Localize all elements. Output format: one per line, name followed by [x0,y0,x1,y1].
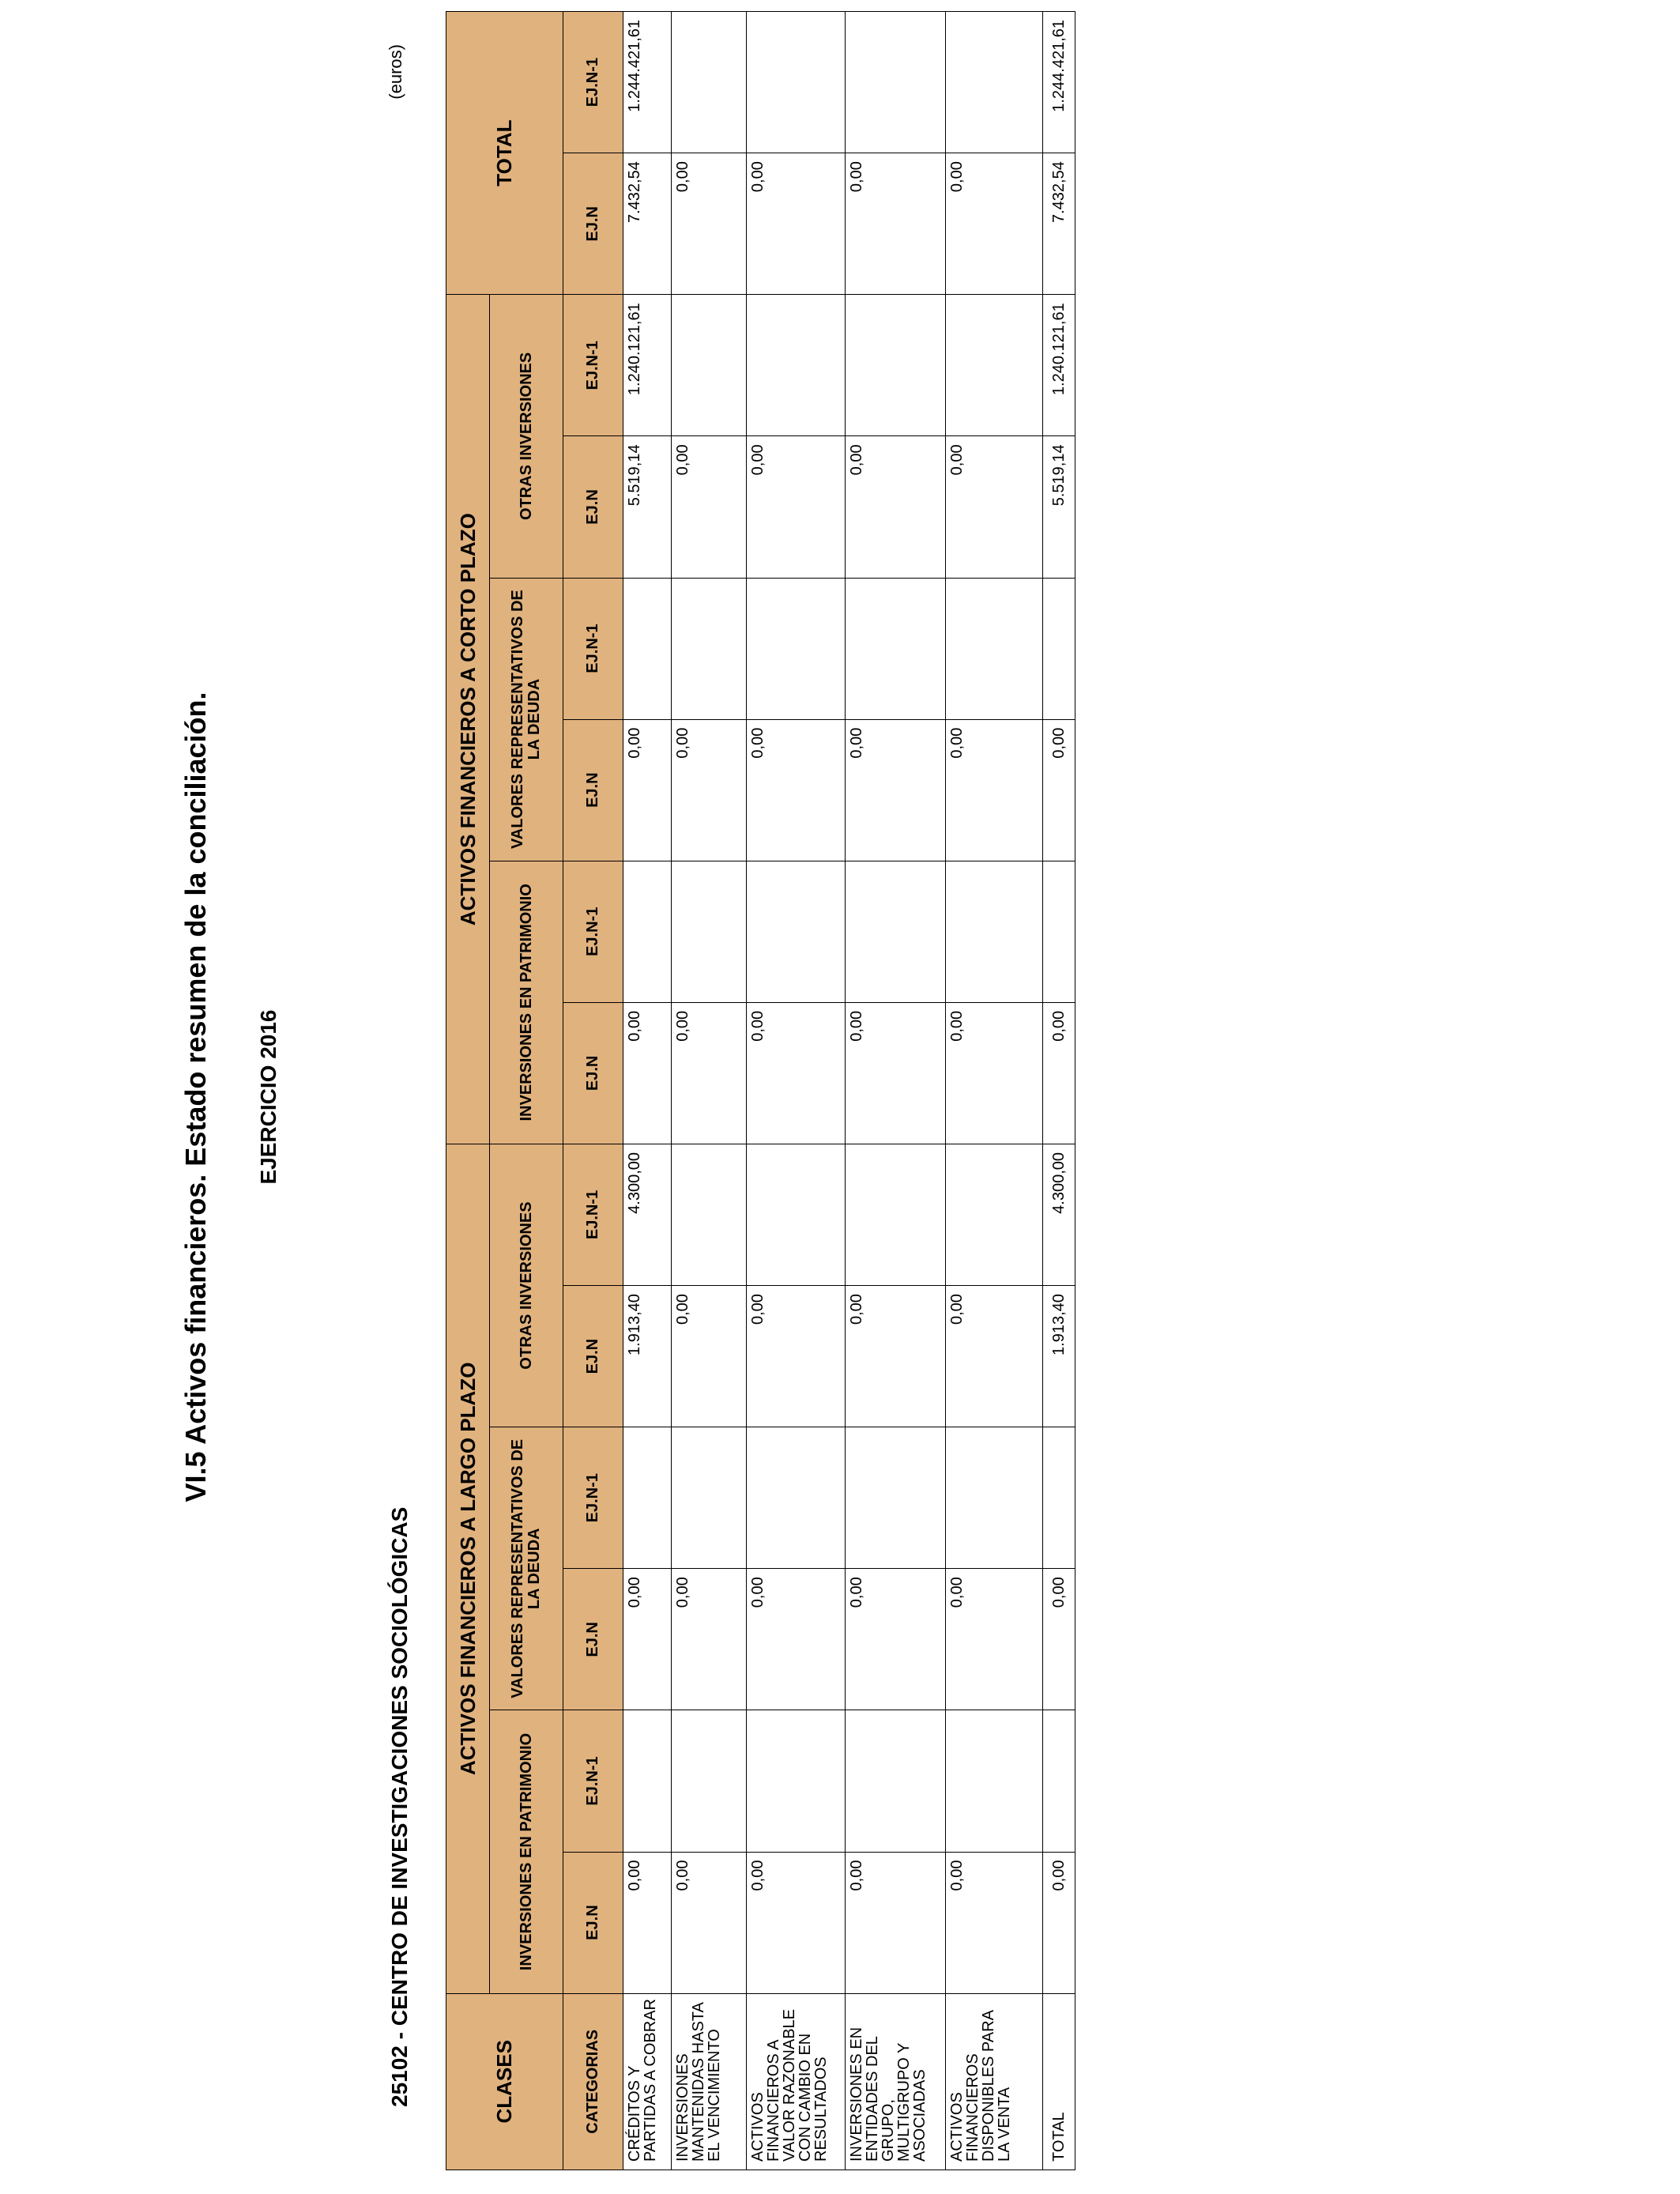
value-cell: 0,00 [946,153,1043,295]
header-col-ejn: EJ.N [563,1286,623,1427]
value-cell: 1.240.121,61 [623,295,672,436]
header-col-ejn1: EJ.N-1 [563,861,623,1002]
value-cell: 0,00 [846,1569,946,1710]
value-cell: 0,00 [672,1569,747,1710]
value-cell [1043,1710,1075,1852]
value-cell [747,1710,846,1852]
row-category: ACTIVOS FINANCIEROS DISPONIBLES PARA LA VENTA [946,1993,1043,2169]
table-row [846,12,946,2170]
value-cell [672,1144,747,1285]
value-cell: 7.432,54 [623,153,672,295]
value-cell: 0,00 [747,153,846,295]
value-cell [946,295,1043,436]
value-cell: 0,00 [672,436,747,578]
value-cell: 5.519,14 [1043,436,1075,578]
header-col-ejn: EJ.N [563,719,623,861]
value-cell [747,861,846,1002]
header-col-ejn1: EJ.N-1 [563,1710,623,1852]
value-cell: 1.913,40 [1043,1286,1075,1427]
value-cell: 0,00 [747,719,846,861]
header-col-ejn1: EJ.N-1 [563,1427,623,1569]
table-row [623,12,672,2170]
value-cell [1043,578,1075,719]
header-long-term: ACTIVOS FINANCIEROS A LARGO PLAZO [446,1144,490,1993]
header-st-otras-inversiones: OTRAS INVERSIONES [490,295,563,578]
value-cell: 0,00 [672,1002,747,1144]
value-cell: 0,00 [623,1002,672,1144]
value-cell: 0,00 [672,1852,747,1993]
value-cell [623,1710,672,1852]
value-cell: 4.300,00 [623,1144,672,1285]
row-category: INVERSIONES MANTENIDAS HASTA EL VENCIMIENTO [672,1993,747,2169]
header-lt-otras-inversiones: OTRAS INVERSIONES [490,1144,563,1427]
value-cell [672,1710,747,1852]
header-row-periods [563,12,623,2170]
value-cell: 0,00 [846,719,946,861]
table-row [747,12,846,2170]
value-cell: 0,00 [846,436,946,578]
units-note: (euros) [386,44,405,100]
table-row [1043,12,1075,2170]
row-category: CRÉDITOS Y PARTIDAS A COBRAR [623,1993,672,2169]
row-category: INVERSIONES EN ENTIDADES DEL GRUPO, MULTIGRUPO Y ASOCIADAS [846,1993,946,2169]
value-cell: 0,00 [946,436,1043,578]
value-cell [946,861,1043,1002]
value-cell: 0,00 [946,1569,1043,1710]
header-lt-valores-deuda: VALORES REPRESENTATIVOS DE LA DEUDA [490,1427,563,1710]
value-cell [846,1427,946,1569]
value-cell [747,295,846,436]
value-cell: 0,00 [1043,719,1075,861]
value-cell: 0,00 [747,1002,846,1144]
value-cell: 0,00 [623,1569,672,1710]
document-subtitle: EJERCICIO 2016 [256,1009,281,1185]
value-cell [946,12,1043,153]
value-cell: 0,00 [846,1852,946,1993]
header-short-term: ACTIVOS FINANCIEROS A CORTO PLAZO [446,295,490,1144]
value-cell [672,295,747,436]
value-cell: 0,00 [846,1002,946,1144]
value-cell [1043,861,1075,1002]
value-cell [846,1144,946,1285]
value-cell [672,578,747,719]
value-cell [846,295,946,436]
value-cell: 0,00 [846,1286,946,1427]
row-category: ACTIVOS FINANCIEROS A VALOR RAZONABLE CON CAMBIO EN RESULTADOS [747,1993,846,2169]
header-col-ejn1: EJ.N-1 [563,12,623,153]
value-cell [946,578,1043,719]
value-cell [672,861,747,1002]
header-col-ejn1: EJ.N-1 [563,295,623,436]
value-cell: 0,00 [946,1852,1043,1993]
header-lt-inversiones-patrimonio: INVERSIONES EN PATRIMONIO [490,1710,563,1993]
header-col-ejn: EJ.N [563,436,623,578]
value-cell [672,12,747,153]
value-cell [623,578,672,719]
value-cell: 0,00 [946,1002,1043,1144]
value-cell: 0,00 [747,1286,846,1427]
value-cell: 0,00 [747,1569,846,1710]
value-cell [846,861,946,1002]
value-cell: 0,00 [747,1852,846,1993]
value-cell: 1.913,40 [623,1286,672,1427]
header-row-groups [446,12,490,2170]
header-col-ejn1: EJ.N-1 [563,578,623,719]
value-cell [846,578,946,719]
entity-name: 25102 - CENTRO DE INVESTIGACIONES SOCIOLÓGICAS [387,1506,412,2107]
value-cell [672,1427,747,1569]
value-cell: 5.519,14 [623,436,672,578]
value-cell [946,1710,1043,1852]
table-row [672,12,747,2170]
value-cell [747,578,846,719]
value-cell: 0,00 [672,1286,747,1427]
value-cell: 0,00 [1043,1002,1075,1144]
header-col-ejn: EJ.N [563,1002,623,1144]
value-cell: 0,00 [1043,1852,1075,1993]
value-cell [747,1427,846,1569]
value-cell: 0,00 [846,153,946,295]
value-cell: 0,00 [946,719,1043,861]
value-cell: 0,00 [747,436,846,578]
value-cell [747,1144,846,1285]
value-cell [747,12,846,153]
header-col-ejn: EJ.N [563,153,623,295]
value-cell: 0,00 [672,719,747,861]
value-cell: 4.300,00 [1043,1144,1075,1285]
value-cell: 0,00 [946,1286,1043,1427]
header-col-ejn: EJ.N [563,1852,623,1993]
header-clases: CLASES [446,1993,563,2169]
header-col-ejn1: EJ.N-1 [563,1144,623,1285]
value-cell: 1.244.421,61 [623,12,672,153]
value-cell: 7.432,54 [1043,153,1075,295]
value-cell [623,861,672,1002]
header-st-valores-deuda: VALORES REPRESENTATIVOS DE LA DEUDA [490,578,563,861]
header-total: TOTAL [446,12,563,295]
value-cell: 0,00 [623,1852,672,1993]
header-col-ejn: EJ.N [563,1569,623,1710]
value-cell: 0,00 [623,719,672,861]
value-cell [846,1710,946,1852]
value-cell [846,12,946,153]
value-cell: 0,00 [1043,1569,1075,1710]
header-st-inversiones-patrimonio: INVERSIONES EN PATRIMONIO [490,861,563,1144]
value-cell: 1.244.421,61 [1043,12,1075,153]
value-cell: 1.240.121,61 [1043,295,1075,436]
value-cell [623,1427,672,1569]
row-category: TOTAL [1043,1993,1075,2169]
document-title: VI.5 Activos financieros. Estado resumen de la conciliación. [179,692,212,1502]
value-cell [1043,1427,1075,1569]
table-body [623,12,1075,2170]
value-cell: 0,00 [672,153,747,295]
table-row [946,12,1043,2170]
header-row-subgroups [490,12,563,2170]
financial-assets-table [446,11,1075,2170]
value-cell [946,1427,1043,1569]
value-cell [946,1144,1043,1285]
header-categorias: CATEGORIAS [563,1993,623,2169]
